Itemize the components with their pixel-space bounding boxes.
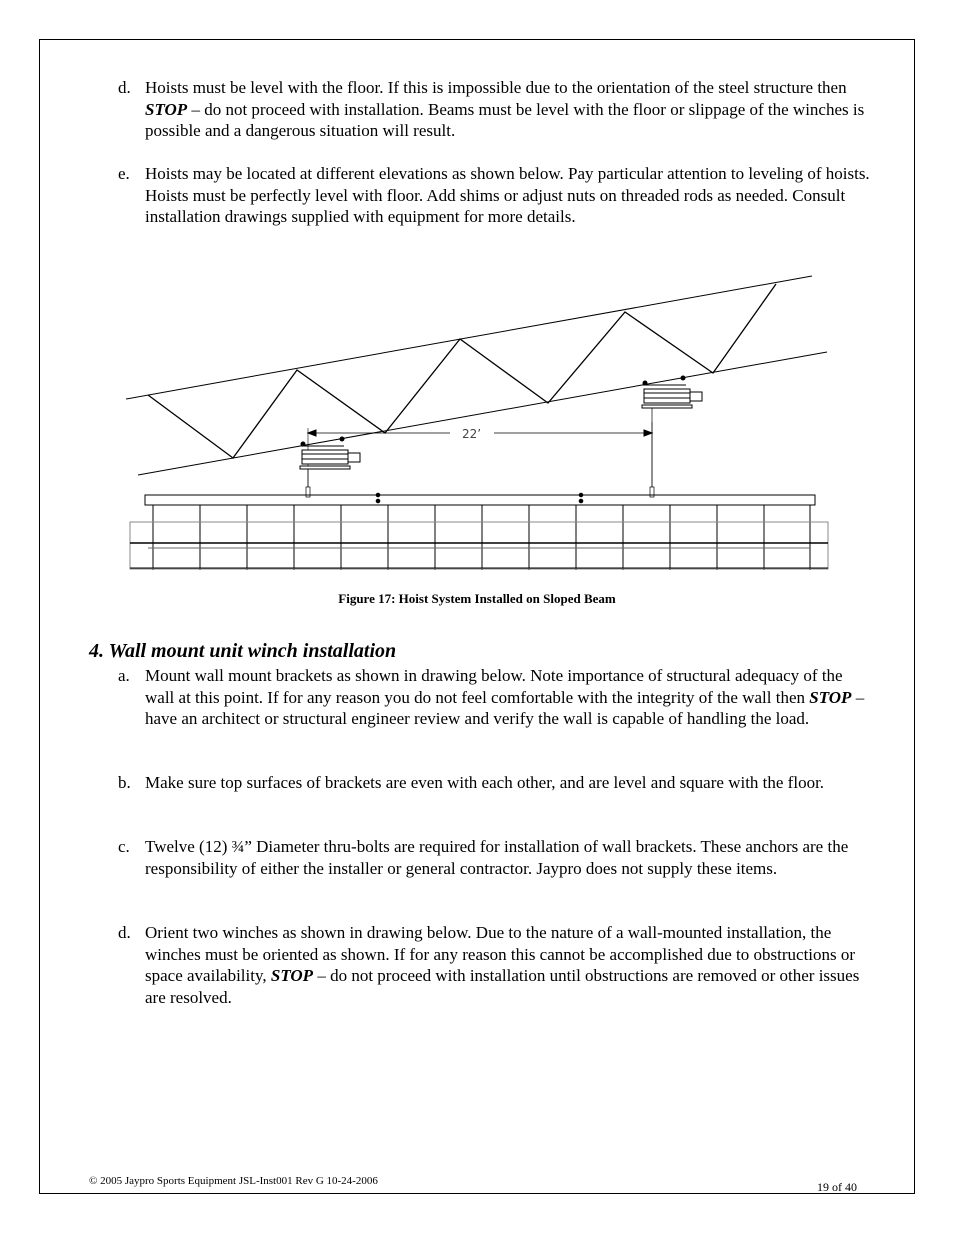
item-text bbox=[145, 665, 870, 730]
item-label: c. bbox=[118, 837, 130, 856]
hoist-winch-right bbox=[642, 376, 702, 408]
figure-drawing bbox=[120, 270, 832, 575]
item-text-part: – do not proceed with installation until obstructions are removed or other issues are resolved. bbox=[145, 966, 860, 1007]
hoist-sloped-beam-figure bbox=[120, 270, 832, 575]
item-label: d. bbox=[118, 78, 131, 97]
item-text-part: Mount wall mount brackets as shown in drawing below. Note importance of structural adequacy of the wall at this point. If for any reason you do not feel comfortable with the integrity of the wall then bbox=[145, 666, 843, 707]
batten-curtain bbox=[130, 493, 828, 570]
item-text-part: – have an architect or structural engineer review and verify the wall is capable of handling the load. bbox=[145, 687, 865, 729]
footer-copyright: © 2005 Jaypro Sports Equipment JSL-Inst001 Rev G 10-24-2006 bbox=[89, 1175, 378, 1187]
item-label: a. bbox=[118, 666, 130, 685]
item-text-part: Orient two winches as shown in drawing below. Due to the nature of a wall-mounted installation, the winches must be oriented as shown. If for any reason this cannot be accomplished due to obstructions or space availability, bbox=[145, 923, 856, 986]
item-text-part: – do not proceed with installation. Beams must be level with the floor or slippage of the winches is possible and a dangerous situation will result. bbox=[145, 99, 865, 141]
item-text bbox=[145, 77, 870, 142]
item-text bbox=[145, 922, 870, 1008]
figure-caption: Figure 17: Hoist System Installed on Sloped Beam bbox=[338, 591, 616, 606]
bottom-chord bbox=[138, 352, 827, 475]
top-chord bbox=[126, 276, 812, 399]
item-label: e. bbox=[118, 164, 130, 183]
item-text: Twelve (12) ¾” Diameter thru-bolts are required for installation of wall brackets. These anchors are the responsibility of either the installer or general contractor. Jaypro does not supply these items. bbox=[145, 837, 849, 878]
item-text: Make sure top surfaces of brackets are even with each other, and are level and square with the floor. bbox=[145, 773, 825, 792]
item-label: d. bbox=[118, 923, 131, 942]
dimension-label: 22’ bbox=[462, 427, 482, 441]
stop-warning: STOP bbox=[270, 966, 314, 986]
section-heading: 4. Wall mount unit winch installation bbox=[89, 640, 397, 662]
hoist-winch-left bbox=[300, 437, 360, 469]
item-label: b. bbox=[118, 773, 131, 792]
stop-warning: STOP bbox=[809, 687, 852, 707]
item-text-part: Hoists must be level with the floor. If this is impossible due to the orientation of the steel structure then bbox=[145, 78, 847, 97]
item-text: Hoists may be located at different elevations as shown below. Pay particular attention to leveling of hoists. Hoists must be perfectly level with floor. Add shims or adjust nuts on threaded rods as needed. Consult installation drawings supplied with equipment for more details. bbox=[145, 164, 870, 227]
stop-warning: STOP bbox=[145, 99, 188, 119]
page-number: 19 of 40 bbox=[817, 1180, 857, 1194]
